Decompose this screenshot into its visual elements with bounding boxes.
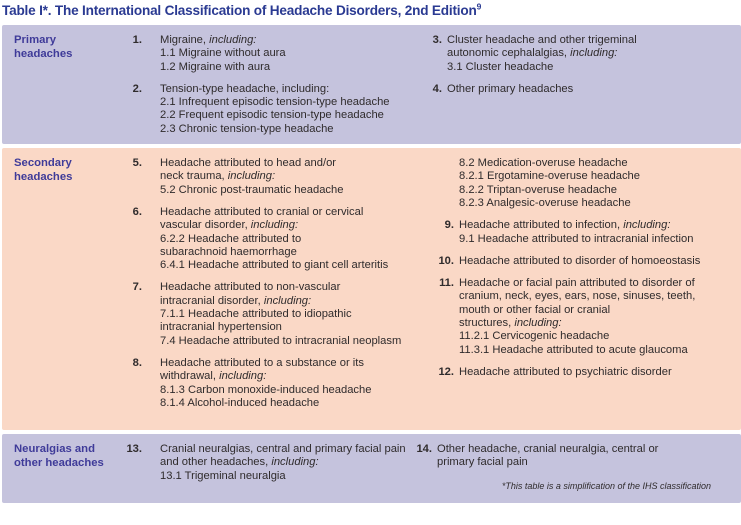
item-number: 3. xyxy=(432,34,442,46)
item-line xyxy=(160,456,406,469)
section-label xyxy=(2,34,112,61)
text-segment: Other primary headaches xyxy=(447,82,574,95)
italic-text-segment: including: xyxy=(263,294,312,307)
text-segment: 6.4.1 Headache attributed to giant cell arteritis xyxy=(160,259,389,272)
item-line xyxy=(459,330,695,343)
list-item xyxy=(430,157,741,210)
italic-text-segment: including: xyxy=(209,34,257,46)
table-sections xyxy=(2,25,741,503)
item-line xyxy=(459,290,695,303)
item-line xyxy=(160,397,371,410)
text-segment: 1.2 Migraine with aura xyxy=(160,60,271,73)
section-neuralgias-other-headaches xyxy=(2,434,741,503)
item-text xyxy=(447,34,637,74)
text-segment: 5.2 Chronic post-traumatic headache xyxy=(160,183,344,196)
italic-text-segment: including: xyxy=(219,370,267,383)
text-segment: Headache attributed to head and/or xyxy=(160,157,337,170)
text-segment: Headache attributed to psychiatric disorder xyxy=(459,365,672,378)
list-item xyxy=(410,443,741,470)
item-number: 12. xyxy=(438,365,454,378)
table-title-text: Table I*. The International Classification of Headache Disorders, 2nd Edition xyxy=(2,3,477,18)
text-segment: Headache attributed to cranial or cervical xyxy=(160,205,364,218)
footnote: *This table is a simplification of the IHS classification xyxy=(501,480,711,491)
item-line xyxy=(459,157,640,170)
text-segment: Tension-type headache, including: xyxy=(160,82,330,95)
column-right xyxy=(410,443,741,492)
item-line xyxy=(437,456,658,469)
text-segment: 6.2.2 Headache attributed to xyxy=(160,232,302,245)
table-title xyxy=(2,3,741,18)
item-line xyxy=(160,384,371,397)
text-segment: neck trauma, xyxy=(160,170,228,183)
item-text xyxy=(160,357,371,410)
list-item xyxy=(112,34,430,74)
item-line xyxy=(160,83,390,96)
italic-text-segment: including: xyxy=(514,317,562,330)
column-left xyxy=(112,443,410,483)
item-line xyxy=(459,317,695,330)
item-text xyxy=(160,157,343,197)
section-label-line: Primary xyxy=(14,34,57,46)
list-item xyxy=(430,255,741,268)
reference-superscript: 9 xyxy=(476,1,482,12)
section-secondary-headaches xyxy=(2,148,741,430)
list-item xyxy=(430,34,741,74)
item-number: 5. xyxy=(132,157,142,170)
text-segment: 13.1 Trigeminal neuralgia xyxy=(160,469,286,482)
item-line xyxy=(160,357,371,370)
item-line xyxy=(459,304,695,317)
text-segment: 7.4 Headache attributed to intracranial neoplasm xyxy=(160,334,402,347)
item-text xyxy=(459,277,695,357)
item-text xyxy=(459,366,672,379)
item-line xyxy=(459,255,700,268)
item-line xyxy=(459,197,640,210)
section-label xyxy=(2,443,112,470)
item-line xyxy=(160,281,401,294)
item-text xyxy=(447,83,573,96)
item-line xyxy=(459,233,693,246)
list-item xyxy=(112,157,430,197)
item-line xyxy=(459,219,693,232)
item-line xyxy=(160,157,343,170)
item-line xyxy=(160,335,401,348)
section-label-line: Neuralgias and xyxy=(14,443,95,456)
item-text xyxy=(459,157,640,210)
item-number: 4. xyxy=(432,82,442,95)
text-segment: withdrawal, xyxy=(160,370,220,383)
item-line xyxy=(160,259,388,272)
item-line xyxy=(160,109,390,122)
italic-text-segment: including: xyxy=(623,219,671,232)
item-number: 13. xyxy=(126,443,142,456)
item-text xyxy=(459,219,693,246)
text-segment: 8.2 Medication-overuse headache xyxy=(459,157,628,170)
text-segment: Headache attributed to infection, xyxy=(459,219,624,232)
list-item xyxy=(430,366,741,379)
text-segment: 7.1.1 Headache attributed to idiopathic xyxy=(160,308,352,321)
section-label xyxy=(2,157,112,184)
text-segment: 2.1 Infrequent episodic tension-type headache xyxy=(160,96,390,109)
item-number: 11. xyxy=(439,277,454,290)
item-text xyxy=(160,34,286,74)
text-segment: Headache attributed to disorder of homoeostasis xyxy=(459,254,701,267)
italic-text-segment: including: xyxy=(570,47,618,60)
list-item xyxy=(430,83,741,96)
item-number: 6. xyxy=(132,205,142,218)
text-segment: cranium, neck, eyes, ears, nose, sinuses, teeth, xyxy=(459,290,696,303)
text-segment: structures, xyxy=(459,317,515,330)
list-item xyxy=(112,281,430,347)
section-label-line: Secondary xyxy=(14,157,72,170)
item-number: 9. xyxy=(444,219,454,232)
text-segment: Migraine, xyxy=(160,34,210,46)
item-number: 14. xyxy=(416,443,432,456)
item-line xyxy=(160,170,343,183)
item-number: 10. xyxy=(438,254,454,267)
item-line xyxy=(459,184,640,197)
text-segment: mouth or other facial or cranial xyxy=(459,303,611,316)
item-text xyxy=(459,255,700,268)
text-segment: 11.2.1 Cervicogenic headache xyxy=(459,330,610,343)
list-item xyxy=(430,219,741,246)
section-label-line: headaches xyxy=(14,170,73,183)
item-line xyxy=(160,219,388,232)
item-line xyxy=(447,34,637,47)
column-left xyxy=(112,157,430,410)
item-line xyxy=(160,47,286,60)
text-segment: 9.1 Headache attributed to intracranial infection xyxy=(459,232,694,245)
text-segment: Cranial neuralgias, central and primary facial pain xyxy=(160,443,406,456)
item-line xyxy=(160,206,388,219)
text-segment: 8.1.4 Alcohol-induced headache xyxy=(160,396,320,409)
section-label-line: other headaches xyxy=(14,456,104,469)
item-number: 7. xyxy=(132,281,142,294)
text-segment: 11.3.1 Headache attributed to acute glaucoma xyxy=(459,343,688,356)
text-segment: 2.3 Chronic tension-type headache xyxy=(160,122,334,135)
item-line xyxy=(160,321,401,334)
item-line xyxy=(437,443,658,456)
item-line xyxy=(459,344,695,357)
list-item xyxy=(112,83,430,136)
section-primary-headaches xyxy=(2,25,741,144)
item-number: 1. xyxy=(132,34,142,46)
text-segment: autonomic cephalalgias, xyxy=(447,47,571,60)
item-line xyxy=(160,370,371,383)
item-line xyxy=(459,170,640,183)
text-segment: Headache attributed to non-vascular xyxy=(160,281,341,294)
list-item xyxy=(112,443,410,483)
italic-text-segment: including: xyxy=(227,170,276,183)
text-segment: Headache or facial pain attributed to disorder of xyxy=(459,277,695,290)
item-line xyxy=(459,277,695,290)
text-segment: Other headache, cranial neuralgia, central or xyxy=(437,443,659,456)
item-line xyxy=(160,233,388,246)
column-right xyxy=(430,157,741,379)
item-text xyxy=(160,83,390,136)
text-segment: intracranial disorder, xyxy=(160,294,264,307)
column-left xyxy=(112,34,430,136)
item-text xyxy=(160,281,401,347)
item-line xyxy=(160,470,406,483)
text-segment: 8.2.1 Ergotamine-overuse headache xyxy=(459,170,640,183)
item-number: 2. xyxy=(132,82,142,95)
item-number: 8. xyxy=(132,356,142,369)
text-segment: 8.2.3 Analgesic-overuse headache xyxy=(459,196,631,209)
text-segment: Cluster headache and other trigeminal xyxy=(447,34,637,46)
text-segment: 8.2.2 Triptan-overuse headache xyxy=(459,183,617,196)
column-right xyxy=(430,34,741,96)
list-item xyxy=(430,277,741,357)
item-line xyxy=(160,443,406,456)
item-line xyxy=(160,184,343,197)
list-item xyxy=(112,357,430,410)
item-line xyxy=(459,366,672,379)
item-line xyxy=(160,123,390,136)
item-text xyxy=(437,443,658,470)
item-text xyxy=(160,443,406,483)
text-segment: 1.1 Migraine without aura xyxy=(160,47,286,60)
text-segment: 8.1.3 Carbon monoxide-induced headache xyxy=(160,383,372,396)
text-segment: intracranial hypertension xyxy=(160,321,282,334)
item-line xyxy=(447,47,637,60)
italic-text-segment: including: xyxy=(250,219,299,232)
item-line xyxy=(160,295,401,308)
item-line xyxy=(447,61,637,74)
item-line xyxy=(160,246,388,259)
list-item xyxy=(112,206,430,272)
text-segment: vascular disorder, xyxy=(160,219,251,232)
item-line xyxy=(160,96,390,109)
text-segment: and other headaches, xyxy=(160,456,272,469)
text-segment: 3.1 Cluster headache xyxy=(447,60,554,73)
item-line xyxy=(447,83,573,96)
italic-text-segment: including: xyxy=(271,456,319,469)
text-segment: Headache attributed to a substance or its xyxy=(160,356,364,369)
item-line xyxy=(160,308,401,321)
section-label-line: headaches xyxy=(14,47,73,60)
item-line xyxy=(160,34,286,47)
text-segment: subarachnoid haemorrhage xyxy=(160,245,297,258)
item-line xyxy=(160,61,286,74)
text-segment: 2.2 Frequent episodic tension-type headache xyxy=(160,109,384,122)
text-segment: primary facial pain xyxy=(437,456,528,469)
item-text xyxy=(160,206,388,272)
